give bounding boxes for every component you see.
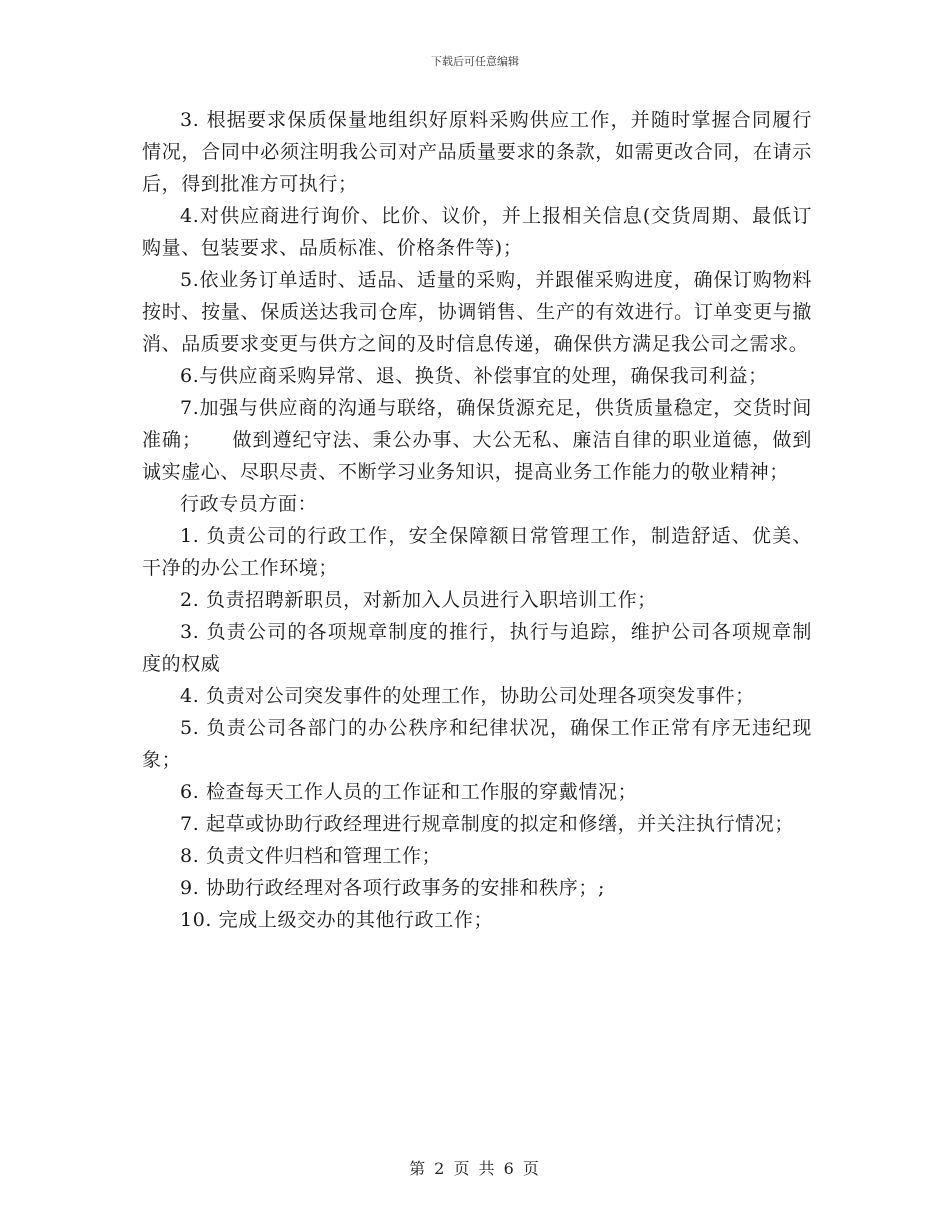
document-body: [142, 104, 812, 936]
page-header: 下载后可任意编辑: [431, 55, 519, 68]
paragraph-admin-2: 2. 负责招聘新职员，对新加入人员进行入职培训工作；: [180, 589, 657, 611]
paragraph-admin-4: 4. 负责对公司突发事件的处理工作，协助公司处理各项突发事件；: [180, 685, 755, 707]
section-heading-admin: 行政专员方面：: [180, 493, 318, 515]
paragraph-admin-3: 3. 负责公司的各项规章制度的推行，执行与追踪，维护公司各项规章制度的权威: [142, 621, 812, 675]
paragraph-admin-7: 7. 起草或协助行政经理进行规章制度的拟定和修缮，并关注执行情况；: [180, 813, 794, 835]
page-footer: 第 2 页 共 6 页: [409, 1159, 541, 1178]
paragraph-purchase-7: 7.加强与供应商的沟通与联络，确保货源充足，供货质量稳定，交货时间准确； 做到遵纪守法、秉公办事、大公无私、廉洁自律的职业道德，做到诚实虚心、尽职尽责、不断学习业务知识，提高业务工作能力的敬业精神；: [142, 397, 812, 483]
paragraph-admin-8: 8. 负责文件归档和管理工作；: [180, 845, 442, 867]
paragraph-admin-1: 1. 负责公司的行政工作，安全保障额日常管理工作，制造舒适、优美、干净的办公工作环境；: [142, 525, 812, 579]
paragraph-admin-9: 9. 协助行政经理对各项行政事务的安排和秩序；;: [180, 877, 605, 899]
paragraph-purchase-6: 6.与供应商采购异常、退、换货、补偿事宜的处理，确保我司利益；: [180, 365, 768, 387]
paragraph-purchase-3: 3. 根据要求保质保量地组织好原料采购供应工作，并随时掌握合同履行情况，合同中必须注明我公司对产品质量要求的条款，如需更改合同，在请示后，得到批准方可执行；: [142, 109, 812, 195]
paragraph-admin-5: 5. 负责公司各部门的办公秩序和纪律状况，确保工作正常有序无违纪现象；: [142, 717, 812, 771]
paragraph-purchase-5: 5.依业务订单适时、适品、适量的采购，并跟催采购进度，确保订购物料按时、按量、保质送达我司仓库，协调销售、生产的有效进行。订单变更与撤消、品质要求变更与供方之间的及时信息传递，确保供方满足我公司之需求。: [142, 269, 812, 355]
paragraph-admin-6: 6. 检查每天工作人员的工作证和工作服的穿戴情况；: [180, 781, 638, 803]
paragraph-purchase-4: 4.对供应商进行询价、比价、议价，并上报相关信息(交货周期、最低订购量、包装要求、品质标准、价格条件等)；: [142, 205, 812, 259]
paragraph-admin-10: 10. 完成上级交办的其他行政工作；: [180, 909, 494, 931]
